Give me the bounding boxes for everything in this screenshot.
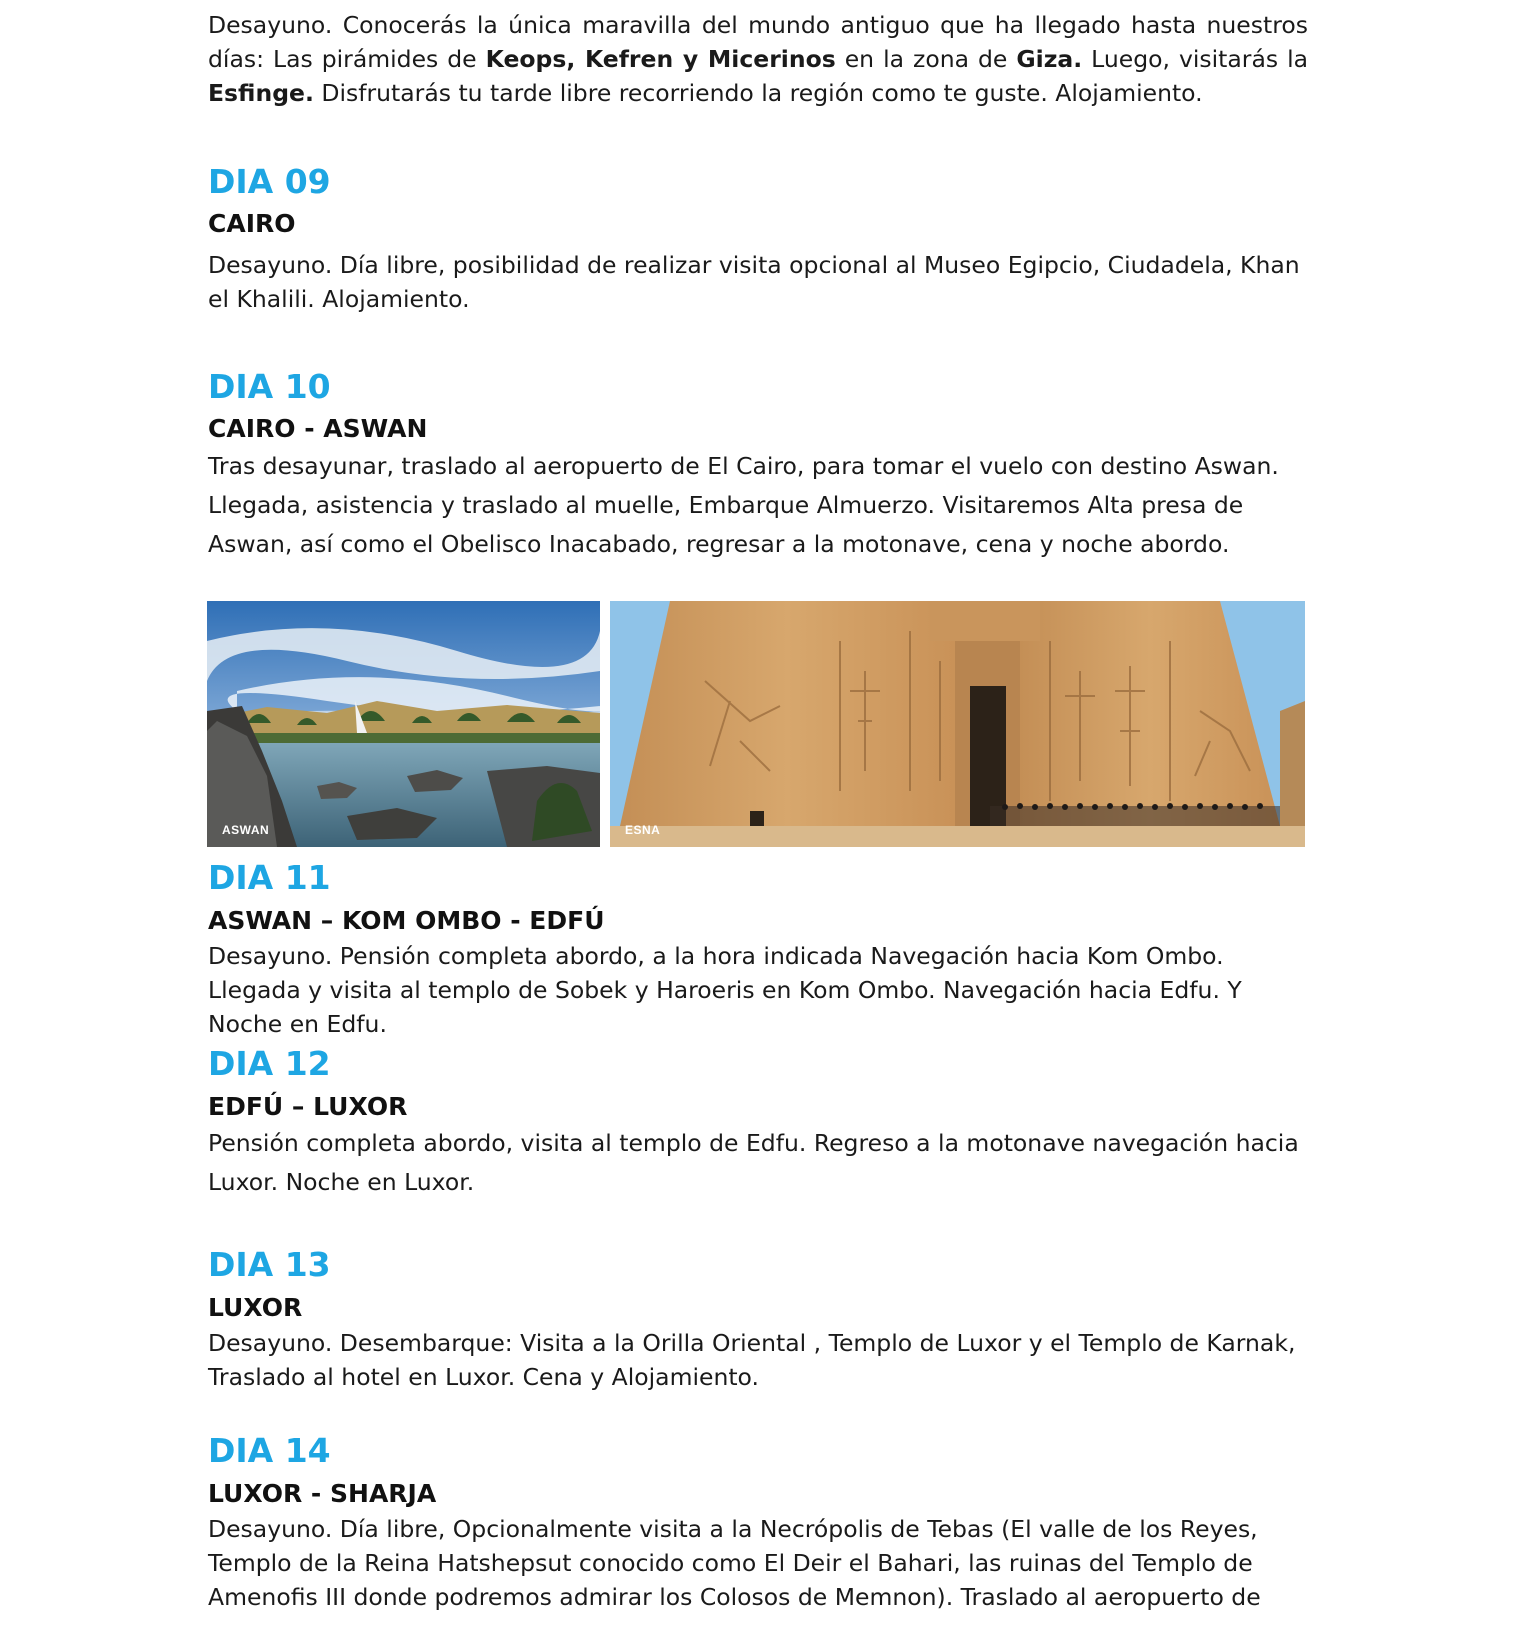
- esna-photo: [610, 601, 1305, 847]
- day-14-heading: DIA 14: [208, 1431, 331, 1470]
- day-10-description: Tras desayunar, traslado al aeropuerto de El Cairo, para tomar el vuelo con destino Aswan. Llegada, asistencia y traslado al muelle, Embarque Almuerzo. Visitaremos Alta presa de Aswan, así como el Obelisco Inacabado, regresar a la motonave, cena y noche abordo.: [208, 452, 1279, 558]
- day-12-description: Pensión completa abordo, visita al templo de Edfu. Regreso a la motonave navegación hacia Luxor. Noche en Luxor.: [208, 1129, 1299, 1196]
- day-13-route: LUXOR: [208, 1293, 303, 1322]
- day-11-description: Desayuno. Pensión completa abordo, a la hora indicada Navegación hacia Kom Ombo. Llegada y visita al templo de Sobek y Haroeris en Kom Ombo. Navegación hacia Edfu. Y Noche en Edfu.: [208, 942, 1242, 1038]
- day-12-heading: DIA 12: [208, 1044, 331, 1083]
- temple-pylon-image: [610, 601, 1305, 847]
- day-14-route: LUXOR - SHARJA: [208, 1479, 437, 1508]
- aswan-photo: [207, 601, 600, 847]
- esna-caption: ESNA: [625, 823, 661, 837]
- day-09-heading: DIA 09: [208, 162, 331, 201]
- intro-text-3: Luego, visitarás la: [1082, 45, 1309, 73]
- day-09-route: CAIRO: [208, 209, 296, 238]
- day-12-route: EDFÚ – LUXOR: [208, 1092, 408, 1121]
- intro-text-1: Desayuno. Conocerás la única maravilla del mundo antiguo que ha llegado hasta nuestros días: Las pirámides de: [208, 11, 1308, 73]
- day-10-heading: DIA 10: [208, 367, 331, 406]
- aswan-nile-image: [207, 601, 600, 847]
- intro-text-2: en la zona de: [835, 45, 1017, 73]
- day-10-route: CAIRO - ASWAN: [208, 414, 428, 443]
- intro-bold-sphinx: Esfinge.: [208, 79, 314, 107]
- day-13-heading: DIA 13: [208, 1245, 331, 1284]
- day-14-description: Desayuno. Día libre, Opcionalmente visita a la Necrópolis de Tebas (El valle de los Reyes, Templo de la Reina Hatshepsut conocido como El Deir el Bahari, las ruinas del Templo de Amenofis III donde podremos admirar los Colosos de Memnon). Traslado al aeropuerto de: [208, 1515, 1261, 1611]
- day-11-heading: DIA 11: [208, 858, 331, 897]
- day-09-description: Desayuno. Día libre, posibilidad de realizar visita opcional al Museo Egipcio, Ciudadela, Khan el Khalili. Alojamiento.: [208, 251, 1300, 313]
- day-11-route: ASWAN – KOM OMBO - EDFÚ: [208, 906, 605, 935]
- day-13-description: Desayuno. Desembarque: Visita a la Orilla Oriental , Templo de Luxor y el Templo de Karnak, Traslado al hotel en Luxor. Cena y Alojamiento.: [208, 1329, 1296, 1391]
- intro-bold-giza: Giza.: [1016, 45, 1083, 73]
- aswan-caption: ASWAN: [222, 823, 270, 837]
- intro-bold-pyramids: Keops, Kefren y Micerinos: [485, 45, 836, 73]
- intro-text-4: Disfrutarás tu tarde libre recorriendo la región como te guste. Alojamiento.: [313, 79, 1203, 107]
- intro-paragraph: [208, 8, 1308, 110]
